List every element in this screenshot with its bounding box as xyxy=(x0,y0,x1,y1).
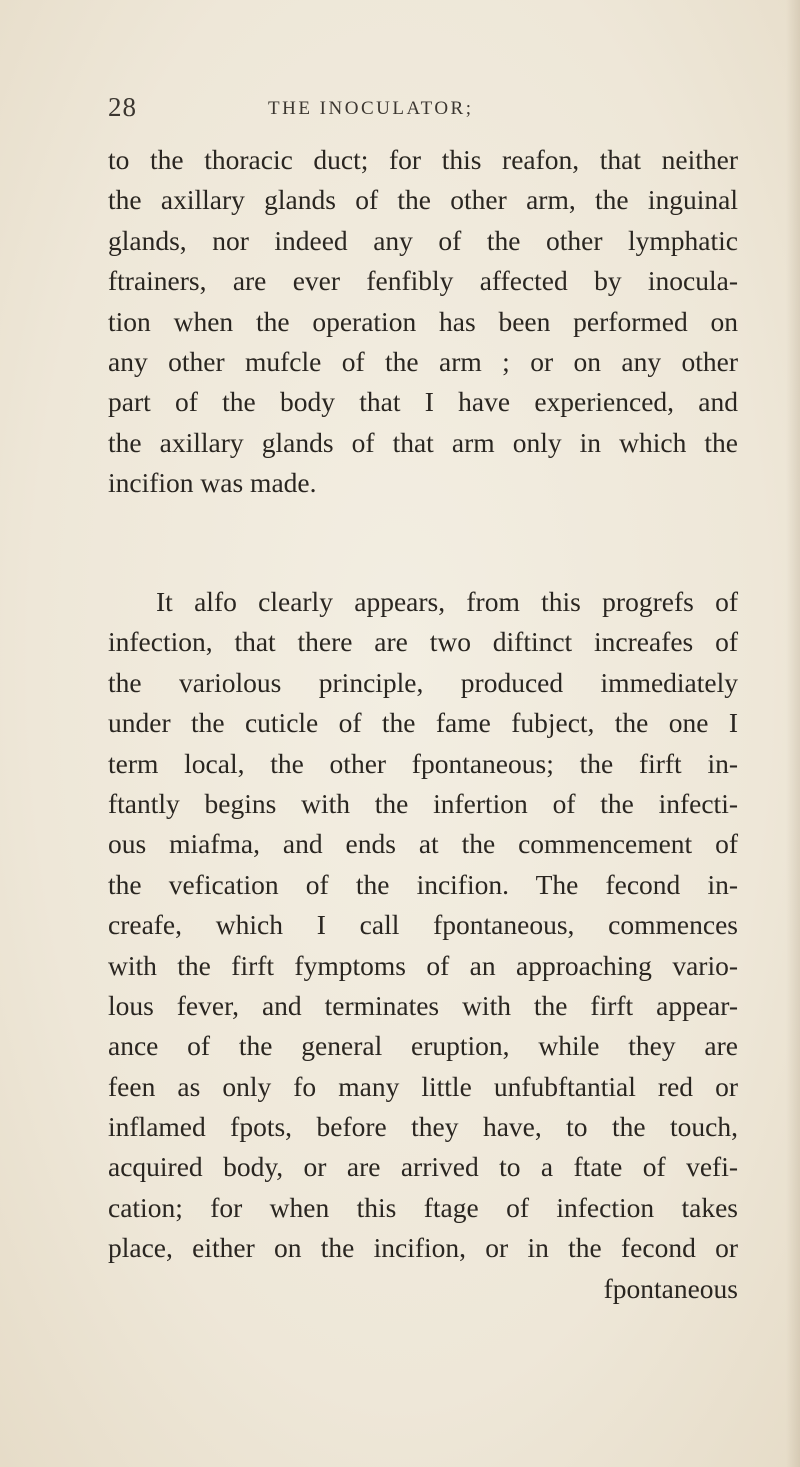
text-line: cation; for when this ftage of infection takes xyxy=(108,1191,738,1223)
text-line: term local, the other fpontaneous; the firft in- xyxy=(108,747,738,779)
text-line: part of the body that I have experienced, and xyxy=(108,386,738,418)
text-line: It alfo clearly appears, from this progrefs of xyxy=(156,586,738,617)
text-line: any other mufcle of the arm ; or on any other xyxy=(108,345,738,377)
catchword: fpontaneous xyxy=(603,1272,738,1304)
text-line: glands, nor indeed any of the other lymphatic xyxy=(108,224,738,256)
text-line: ftantly begins with the infertion of the infecti- xyxy=(108,787,738,819)
text-line: with the firft fymptoms of an approaching vario- xyxy=(108,949,738,981)
text-line: the variolous principle, produced immediately xyxy=(108,666,738,698)
text-line: acquired body, or are arrived to a ftate of vefi- xyxy=(108,1151,738,1183)
running-head: THE INOCULATOR; xyxy=(268,98,474,119)
text-line: the vefication of the incifion. The fecond in- xyxy=(108,868,738,900)
text-line: infection, that there are two diftinct increafes of xyxy=(108,626,738,658)
page-number: 28 xyxy=(108,92,137,122)
text-line: the axillary glands of the other arm, the inguinal xyxy=(108,184,738,216)
text-line: ous miafma, and ends at the commencement of xyxy=(108,828,738,860)
text-line: feen as only fo many little unfubftantial red or xyxy=(108,1070,738,1102)
text-line: lous fever, and terminates with the firft appear- xyxy=(108,989,738,1021)
page-edge-shadow xyxy=(786,0,800,1467)
text-line: place, either on the incifion, or in the fecond or xyxy=(108,1232,738,1264)
text-line: under the cuticle of the fame fubject, the one I xyxy=(108,707,738,739)
text-line: ftrainers, are ever fenfibly affected by inocula- xyxy=(108,265,738,297)
text-line: to the thoracic duct; for this reafon, that neither xyxy=(108,144,738,175)
text-line: ance of the general eruption, while they are xyxy=(108,1030,738,1062)
text-line: the axillary glands of that arm only in which the xyxy=(108,426,738,458)
paragraph-1 xyxy=(108,140,738,504)
text-line: tion when the operation has been performed on xyxy=(108,305,738,337)
paragraph-2 xyxy=(108,582,738,1309)
text-line: inflamed fpots, before they have, to the touch, xyxy=(108,1111,738,1143)
text-line: incifion was made. xyxy=(108,467,317,499)
text-line: creafe, which I call fpontaneous, commences xyxy=(108,909,738,941)
page-header xyxy=(0,92,800,132)
